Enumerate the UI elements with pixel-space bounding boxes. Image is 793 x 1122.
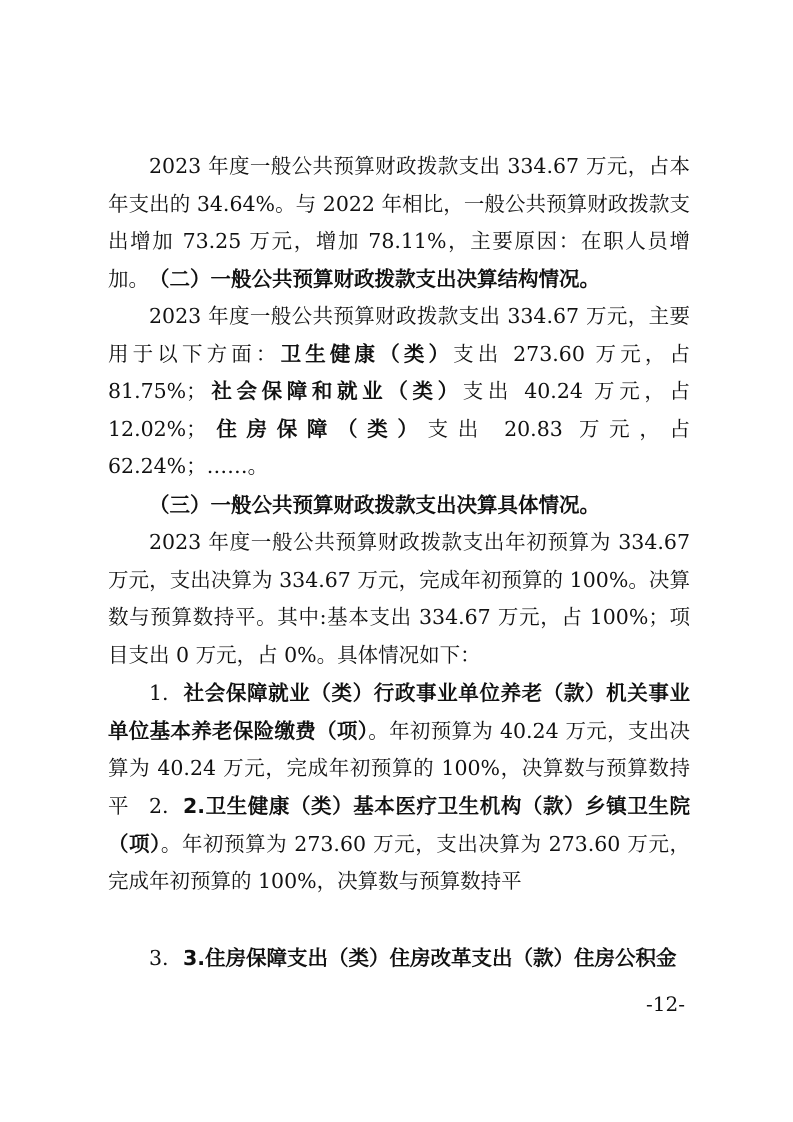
paragraph-details: 2023 年度一般公共预算财政拨款支出年初预算为 334.67 万元，支出决算为 334.67 万元，完成年初预算的 100%。决算数与预算数持平。其中:基本支出 334.67 万元，占 100%；项目支出 0 万元，占 0%。具体情况如下：	[108, 530, 690, 667]
list-item-2-text: 。年初预算为 273.60 万元，支出决算为 273.60 万元，完成年初预算的 100%，决算数与预算数持平	[108, 831, 691, 893]
structure-item2-label: 社会保障和就业（类）	[206, 379, 463, 403]
page-number: -12-	[646, 992, 685, 1016]
heading-structure: （二）一般公共预算财政拨款支出决算结构情况。	[149, 267, 600, 291]
list-item-1-text: 。年初预算为 40.24 万元，支出决算为 40.24 万元，完成年初预算的 100%，决算数与预算数持平	[108, 718, 690, 818]
list-item-1-label: 社会保障就业（类）行政事业单位养老（款）机关事业单位基本养老保险缴费（项）	[108, 681, 690, 743]
list-item-3-number: 3.	[149, 946, 169, 970]
list-item-2-label: 2.卫生健康（类）基本医疗卫生机构（款）乡镇卫生院（项）	[108, 794, 690, 856]
structure-item2-text: 支出 40.24 万元，占 12.02%；	[108, 379, 690, 441]
paragraph-structure	[108, 298, 690, 486]
list-item-3-label: 3.住房保障支出（类）住房改革支出（款）住房公积金	[183, 946, 677, 970]
structure-intro: 2023 年度一般公共预算财政拨款支出 334.67 万元，主要用于以下方面：	[108, 304, 690, 366]
list-item-2	[108, 788, 690, 901]
structure-item3-text: 支出 20.83 万元，占 62.24%；……。	[108, 416, 690, 478]
list-item-3	[108, 940, 690, 978]
heading-details: （三）一般公共预算财政拨款支出决算具体情况。	[149, 493, 600, 517]
list-item-1-number: 1.	[149, 681, 169, 705]
structure-item3-label: 住房保障（类）	[206, 416, 428, 441]
list-item-2-number: 2.	[149, 794, 169, 818]
structure-item1-text: 支出 273.60 万元，占 81.75%；	[108, 341, 690, 403]
structure-item1-label: 卫生健康（类）	[280, 341, 454, 366]
paragraph-expenditure-total: 2023 年度一般公共预算财政拨款支出 334.67 万元，占本年支出的 34.64%。与 2022 年相比，一般公共预算财政拨款支出增加 73.25 万元，增加 78.11%，主要原因：在职人员增加。	[108, 154, 690, 291]
